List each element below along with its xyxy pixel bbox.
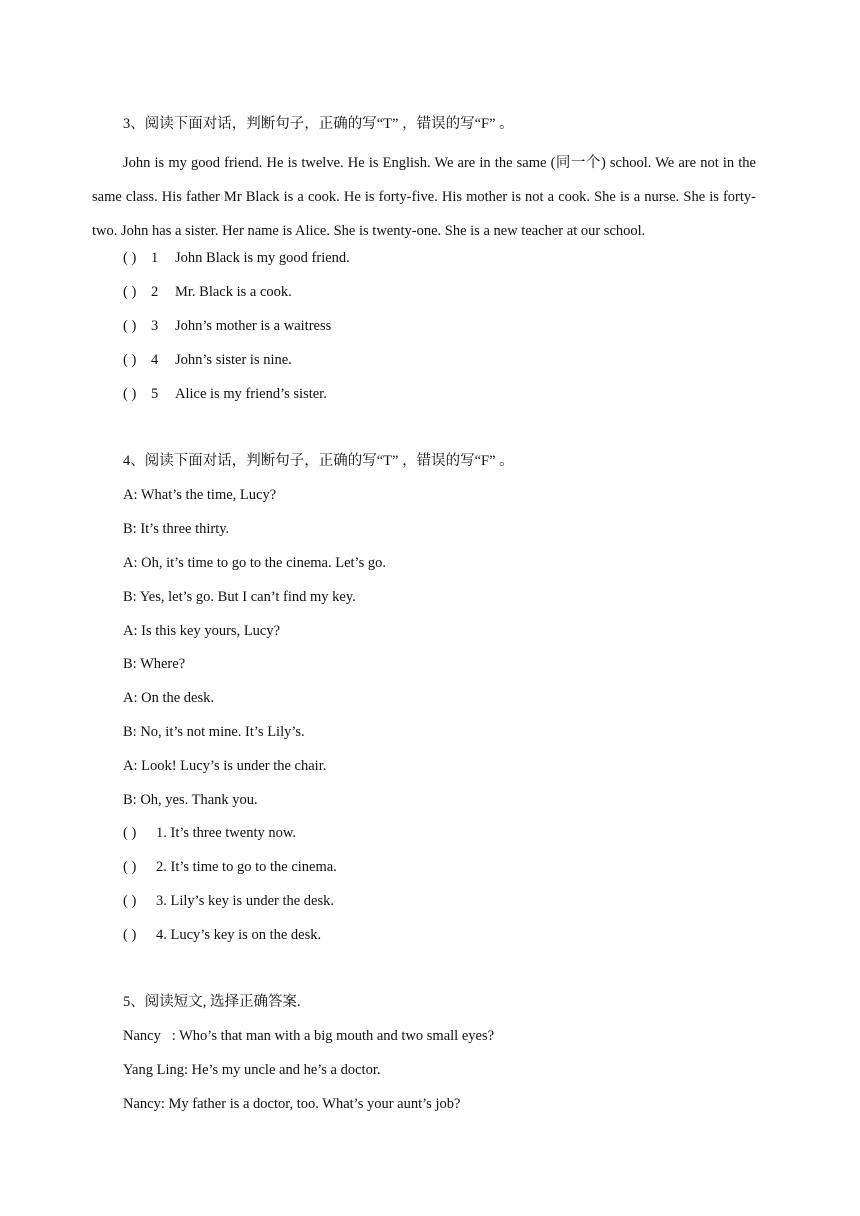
- question-number: 5: [151, 386, 159, 402]
- answer-blank: ( ): [123, 352, 137, 368]
- dialogue-line: A: On the desk.: [123, 690, 215, 706]
- section-3-question-5: [123, 385, 327, 403]
- section-4-question-4: [123, 926, 321, 944]
- section-3-question-3: [123, 317, 331, 335]
- section-5-heading: 5、阅读短文, 选择正确答案.: [123, 994, 301, 1010]
- question-text: John’s mother is a waitress: [175, 318, 332, 334]
- dialogue-line: B: It’s three thirty.: [123, 521, 230, 537]
- section-4-question-3: [123, 892, 334, 910]
- section-3-heading: 3、阅读下面对话，判断句子，正确的写“T” ，错误的写“F” 。: [123, 116, 514, 132]
- question-text: John Black is my good friend.: [175, 250, 350, 266]
- dialogue-line: B: Oh, yes. Thank you.: [123, 792, 258, 808]
- section-3-question-1: [123, 249, 350, 267]
- question-text: John’s sister is nine.: [175, 352, 292, 368]
- answer-blank: ( ): [123, 386, 137, 402]
- section-4-heading: 4、阅读下面对话，判断句子，正确的写“T” ，错误的写“F” 。: [123, 453, 514, 469]
- answer-blank: ( ): [123, 284, 137, 300]
- question-text: 2. It’s time to go to the cinema.: [156, 859, 337, 875]
- dialogue-line: A: What’s the time, Lucy?: [123, 487, 277, 503]
- question-number: 2: [151, 284, 159, 300]
- answer-blank: ( ): [123, 927, 137, 943]
- question-number: 4: [151, 352, 159, 368]
- answer-blank: ( ): [123, 893, 137, 909]
- dialogue-line: A: Look! Lucy’s is under the chair.: [123, 758, 327, 774]
- question-text: Mr. Black is a cook.: [175, 284, 292, 300]
- question-text: 1. It’s three twenty now.: [156, 825, 297, 841]
- section-3-question-4: [123, 351, 292, 369]
- dialogue-line: A: Is this key yours, Lucy?: [123, 623, 281, 639]
- answer-blank: ( ): [123, 250, 137, 266]
- dialogue-line: Yang Ling: He’s my uncle and he’s a doctor.: [123, 1062, 381, 1078]
- question-text: 4. Lucy’s key is on the desk.: [156, 927, 322, 943]
- question-text: 3. Lily’s key is under the desk.: [156, 893, 335, 909]
- dialogue-line: Nancy : Who’s that man with a big mouth and two small eyes?: [123, 1028, 495, 1044]
- answer-blank: ( ): [123, 825, 137, 841]
- dialogue-line: B: Where?: [123, 656, 186, 672]
- dialogue-line: A: Oh, it’s time to go to the cinema. Let’s go.: [123, 555, 386, 571]
- dialogue-line: B: No, it’s not mine. It’s Lily’s.: [123, 724, 305, 740]
- dialogue-line: Nancy: My father is a doctor, too. What’s your aunt’s job?: [123, 1096, 461, 1112]
- section-3-question-2: [123, 283, 292, 301]
- question-number: 1: [151, 250, 159, 266]
- answer-blank: ( ): [123, 318, 137, 334]
- dialogue-line: B: Yes, let’s go. But I can’t find my key.: [123, 589, 356, 605]
- question-number: 3: [151, 318, 159, 334]
- section-4-question-2: [123, 858, 337, 876]
- answer-blank: ( ): [123, 859, 137, 875]
- section-4-question-1: [123, 824, 296, 842]
- section-3-passage: John is my good friend. He is twelve. He is English. We are in the same (同一个) school. We are not in the same class. His father Mr Black is a cook. He is forty-five. His mother is not a cook. She is a nurse. She is forty-two. John has a sister. Her name is Alice. She is twenty-one. She is a new teacher at our school.: [92, 155, 756, 239]
- question-text: Alice is my friend’s sister.: [175, 386, 327, 402]
